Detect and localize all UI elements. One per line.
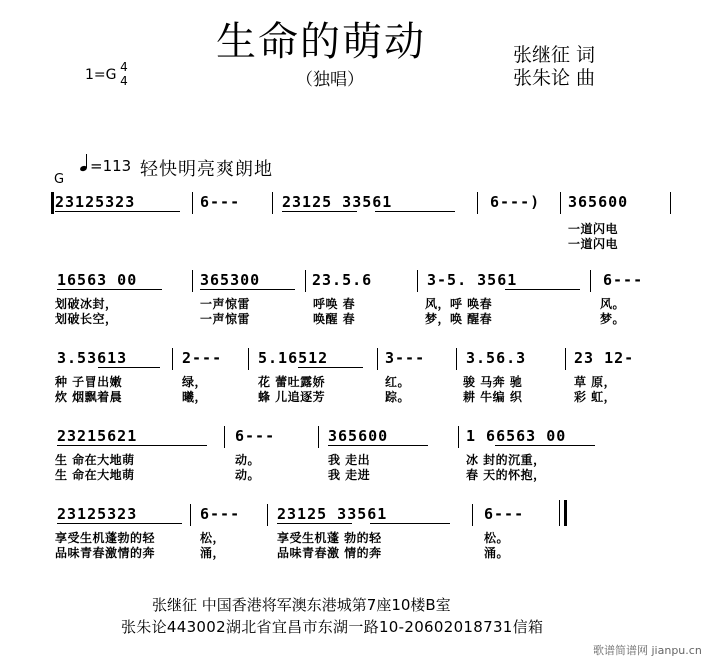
lyrics-r4-m4-v1: 冰 封的沉重，: [466, 453, 546, 467]
lyrics-r3-m1-v1: 种 子冒出嫩: [55, 375, 123, 389]
lyrics-r3-m1-v2: 炊 烟飘着晨: [55, 390, 123, 404]
notes-r2-m4: 3-5. 3561: [427, 271, 518, 289]
beam-line: [282, 211, 357, 212]
notes-r3-m2: 2---: [182, 349, 223, 367]
lyrics-r3-m4-v1: 红。: [385, 375, 411, 389]
quarter-note-stem: [86, 154, 87, 168]
song-title: 生命的萌动: [216, 19, 426, 65]
key-signature: 1=G: [85, 67, 117, 83]
lyrics-r4-m4-v2: 春 天的怀抱，: [466, 468, 546, 482]
beam-line: [298, 367, 363, 368]
notes-r3-m6: 23 12-: [574, 349, 635, 367]
lyrics-r4-m1-v1: 生 命在大地萌: [55, 453, 135, 467]
notes-r3-m3: 5.16512: [258, 349, 329, 367]
barline: [560, 192, 561, 214]
final-barline-thin: [559, 500, 560, 526]
notes-r1-m2: 6---: [200, 193, 241, 211]
lyrics-r2-m3-v1: 呼唤 春: [313, 297, 356, 311]
barline: [477, 192, 478, 214]
barline: [267, 504, 268, 526]
repeat-barline: [51, 192, 54, 214]
lyrics-r3-m6-v2: 彩 虹，: [574, 390, 617, 404]
lyrics-r2-m1-v1: 划破冰封，: [55, 297, 118, 311]
lyrics-r1-m5-v1: 一道闪电: [568, 222, 619, 236]
barline: [565, 348, 566, 370]
notes-r2-m2: 365300: [200, 271, 261, 289]
lyrics-r1-m5-v2: 一道闪电: [568, 237, 619, 251]
notes-r2-m1: 16563 00: [57, 271, 138, 289]
expression-marking: 轻快明亮爽朗地: [140, 159, 273, 180]
barline: [248, 348, 249, 370]
notes-r2-m3: 23.5.6: [312, 271, 373, 289]
beam-line: [57, 523, 182, 524]
notes-r1-m3: 23125 33561: [282, 193, 393, 211]
beam-line: [57, 445, 207, 446]
barline: [172, 348, 173, 370]
beam-line: [495, 445, 595, 446]
barline: [192, 270, 193, 292]
notes-r3-m5: 3.56.3: [466, 349, 527, 367]
beam-line: [328, 445, 428, 446]
beam-line: [98, 367, 160, 368]
notes-r2-m5: 6---: [603, 271, 644, 289]
lyrics-r2-m1-v2: 划破长空，: [55, 312, 118, 326]
lyrics-r5-m2-v1: 松，: [200, 531, 226, 545]
beam-line: [55, 211, 180, 212]
lyricist-address: 张继征 中国香港将军澳东港城第7座10楼B室: [152, 596, 451, 614]
barline: [456, 348, 457, 370]
notes-r5-m4: 6---: [484, 505, 525, 523]
watermark: 歌谱简谱网 jianpu.cn: [593, 644, 702, 657]
notes-r1-m5: 365600: [568, 193, 629, 211]
lyrics-r2-m4-v2: 梦，唤 醒春: [425, 312, 493, 326]
lyrics-r2-m5-v1: 风。: [600, 297, 626, 311]
lyrics-r5-m3-v1: 享受生机蓬 勃的轻: [277, 531, 382, 545]
barline: [590, 270, 591, 292]
chord-symbol: G: [54, 172, 65, 187]
beam-line: [57, 289, 162, 290]
tempo-marking: =113: [90, 157, 132, 175]
notes-r4-m4: 1 66563 00: [466, 427, 567, 445]
lyrics-r5-m4-v2: 涌。: [484, 546, 510, 560]
lyrics-r3-m4-v2: 踪。: [385, 390, 411, 404]
composer-address: 张朱论443002湖北省宜昌市东湖一路10-20602018731信箱: [121, 618, 544, 636]
notes-r5-m1: 23125323: [57, 505, 138, 523]
lyrics-r5-m2-v2: 涌，: [200, 546, 226, 560]
notes-r5-m3: 23125 33561: [277, 505, 388, 523]
barline: [458, 426, 459, 448]
lyrics-r4-m1-v2: 生 命在大地萌: [55, 468, 135, 482]
notes-r4-m1: 23215621: [57, 427, 138, 445]
beam-line: [200, 289, 295, 290]
beam-line: [505, 289, 580, 290]
lyrics-r3-m3-v1: 花 蕾吐露娇: [258, 375, 326, 389]
barline: [670, 192, 671, 214]
lyrics-r3-m2-v1: 绿，: [182, 375, 208, 389]
notes-r4-m2: 6---: [235, 427, 276, 445]
barline: [272, 192, 273, 214]
barline: [417, 270, 418, 292]
lyrics-r4-m3-v2: 我 走进: [328, 468, 371, 482]
barline: [305, 270, 306, 292]
barline: [318, 426, 319, 448]
time-signature: [118, 60, 130, 88]
lyricist-credit: 张继征 词: [513, 44, 596, 66]
barline: [192, 192, 193, 214]
lyrics-r3-m5-v1: 骏 马奔 驰: [463, 375, 523, 389]
barline: [224, 426, 225, 448]
lyrics-r2-m2-v1: 一声惊雷: [200, 297, 251, 311]
barline: [472, 504, 473, 526]
time-signature-top: 4: [120, 60, 128, 74]
notes-r5-m2: 6---: [200, 505, 241, 523]
song-subtitle: （独唱）: [296, 70, 364, 90]
barline: [377, 348, 378, 370]
notes-r3-m4: 3---: [385, 349, 426, 367]
notes-r1-m4: 6---): [490, 193, 541, 211]
notes-r1-m1: 23125323: [55, 193, 136, 211]
lyrics-r3-m6-v1: 草 原，: [574, 375, 617, 389]
lyrics-r4-m2-v2: 动。: [235, 468, 261, 482]
composer-credit: 张朱论 曲: [513, 67, 596, 89]
lyrics-r2-m5-v2: 梦。: [600, 312, 626, 326]
beam-line: [277, 523, 352, 524]
final-barline-thick: [564, 500, 567, 526]
beam-line: [375, 211, 455, 212]
lyrics-r2-m3-v2: 唤醒 春: [313, 312, 356, 326]
lyrics-r4-m2-v1: 动。: [235, 453, 261, 467]
lyrics-r3-m3-v2: 蜂 儿追逐芳: [258, 390, 326, 404]
lyrics-r5-m1-v1: 享受生机蓬勃的轻: [55, 531, 156, 545]
lyrics-r5-m4-v1: 松。: [484, 531, 510, 545]
lyrics-r3-m2-v2: 曦，: [182, 390, 208, 404]
notes-r3-m1: 3.53613: [57, 349, 128, 367]
lyrics-r5-m1-v2: 品味青春激情的奔: [55, 546, 156, 560]
beam-line: [370, 523, 450, 524]
time-signature-bottom: 4: [120, 74, 128, 88]
barline: [190, 504, 191, 526]
lyrics-r5-m3-v2: 品味青春激 情的奔: [277, 546, 382, 560]
lyrics-r4-m3-v1: 我 走出: [328, 453, 371, 467]
lyrics-r2-m4-v1: 风，呼 唤春: [425, 297, 493, 311]
lyrics-r3-m5-v2: 耕 牛编 织: [463, 390, 523, 404]
lyrics-r2-m2-v2: 一声惊雷: [200, 312, 251, 326]
notes-r4-m3: 365600: [328, 427, 389, 445]
